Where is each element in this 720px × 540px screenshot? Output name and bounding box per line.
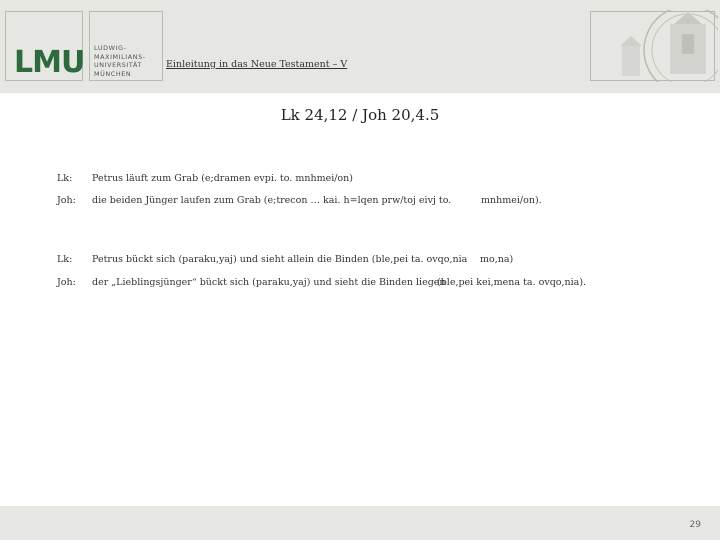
footer-bar <box>0 506 720 540</box>
row-text: der „Lieblingsjünger“ bückt sich (paraku,yaj) und sieht die Binden liegen <box>92 277 446 288</box>
row-text-extra: mnhmei/on). <box>481 195 542 206</box>
course-title: Einleitung in das Neue Testament – V <box>166 59 348 70</box>
university-name <box>94 44 164 78</box>
university-seal-icon <box>600 10 718 82</box>
row-text-extra: mo,na) <box>480 254 514 265</box>
row-label: Joh: <box>57 195 76 206</box>
page-number: 29 <box>689 520 701 530</box>
university-name-line: MÜNCHEN <box>94 69 132 78</box>
row-text: die beiden Jünger laufen zum Grab (e;trecon … kai. h=lqen prw/toj eivj to. <box>92 195 452 206</box>
row-text: Petrus läuft zum Grab (e;dramen evpi. to. mnhmei/on) <box>92 173 353 184</box>
row-text-extra: (ble,pei kei,mena ta. ovqo,nia). <box>437 277 587 288</box>
slide-title: Lk 24,12 / Joh 20,4.5 <box>280 106 440 124</box>
row-label: Lk: <box>57 254 73 265</box>
row-label: Lk: <box>57 173 73 184</box>
row-label: Joh: <box>57 277 76 288</box>
university-name-line: MAXIMILIANS- <box>94 52 146 61</box>
row-text: Petrus bückt sich (paraku,yaj) und sieht allein die Binden (ble,pei ta. ovqo,nia <box>92 254 468 265</box>
university-name-line: LUDWIG- <box>94 44 127 52</box>
lmu-logo: LMU <box>14 45 85 80</box>
university-name-line: UNIVERSITÄT <box>94 61 142 69</box>
